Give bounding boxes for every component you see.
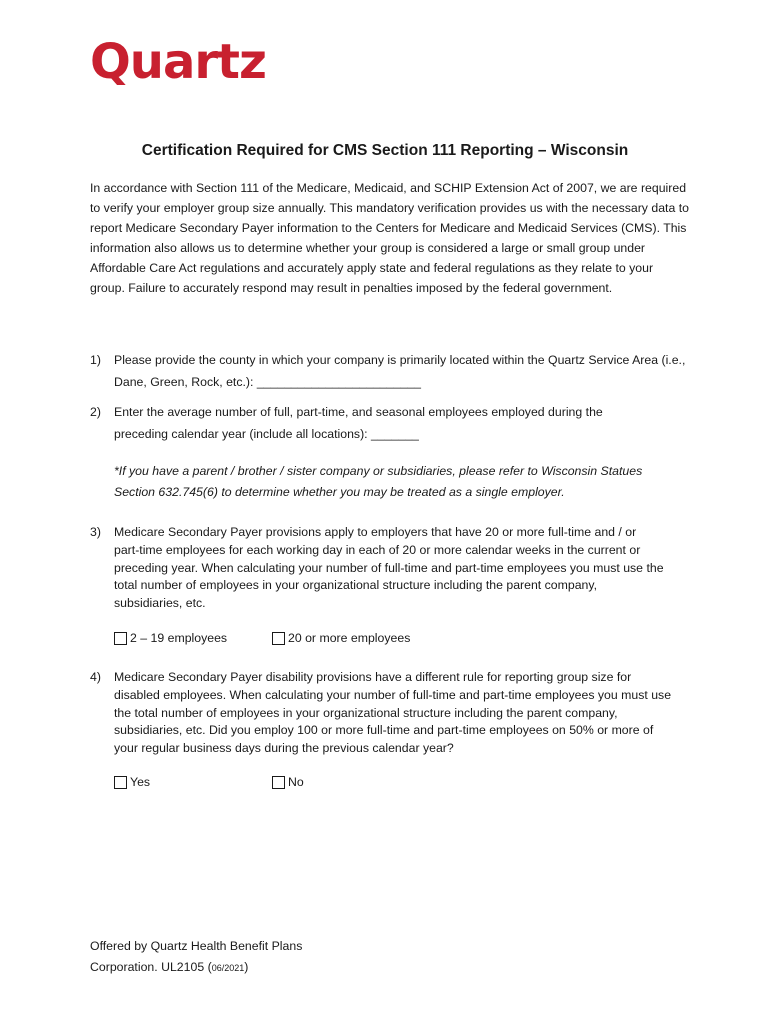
option-label: 2 – 19 employees bbox=[130, 631, 228, 645]
checkbox[interactable] bbox=[272, 776, 285, 789]
footer-line-1: Offered by Quartz Health Benefit Plans bbox=[90, 939, 303, 953]
option-2-19-employees[interactable] bbox=[114, 630, 227, 646]
question-2 bbox=[90, 401, 690, 445]
footer-form-id: Corporation. UL2105 ( bbox=[90, 960, 212, 974]
quartz-logo: Quartz bbox=[90, 34, 266, 90]
footer-date: 06/2021 bbox=[211, 963, 245, 973]
page-title: Certification Required for CMS Section 111 Reporting – Wisconsin bbox=[141, 142, 629, 159]
checkbox[interactable] bbox=[114, 776, 127, 789]
option-label: Yes bbox=[130, 775, 151, 789]
question-number: 4) bbox=[90, 670, 101, 684]
footer-close: ) bbox=[244, 960, 249, 974]
footer bbox=[90, 936, 302, 979]
option-20-or-more-employees[interactable] bbox=[272, 630, 410, 646]
question-number: 2) bbox=[90, 405, 101, 419]
question-text: Medicare Secondary Payer provisions apply to employers that have 20 or more full-time and / or part-time employees for each working day in each of 20 or more calendar weeks in the current or preceding year. When calculating your number of full-time and part-time employees you must use the total number of employees in your organizational structure including the parent company, subsidiaries, etc. bbox=[114, 525, 664, 611]
option-label: 20 or more employees bbox=[288, 631, 411, 645]
question-text: Medicare Secondary Payer disability provisions have a different rule for reporting group size for disabled employees. When calculating your number of full-time and part-time employees you must use the total number of employees in your organizational structure including the parent company, subsidiaries, etc. Did you employ 100 or more full-time and part-time employees on 50% or more of your regular business days during the previous calendar year? bbox=[114, 670, 672, 756]
intro-paragraph: In accordance with Section 111 of the Medicare, Medicaid, and SCHIP Extension Act of 2007, we are required to verify your employer group size annually. This mandatory verification provides us with the necessary data to report Medicare Secondary Payer information to the Centers for Medicare and Medicaid Services (CMS). This information also allows us to determine whether your group is considered a large or small group under Affordable Care Act regulations and accurately apply state and federal regulations as they relate to your group. Failure to accurately respond may result in penalties imposed by the federal government. bbox=[90, 181, 689, 295]
option-yes[interactable] bbox=[114, 774, 150, 790]
checkbox[interactable] bbox=[272, 632, 285, 645]
question-text: Please provide the county in which your company is primarily located within the Quartz Service Area (i.e., Dane, Green, Rock, etc.): ________________________ bbox=[114, 353, 686, 389]
question-1 bbox=[90, 349, 690, 393]
checkbox[interactable] bbox=[114, 632, 127, 645]
single-employer-note: *If you have a parent / brother / sister company or subsidiaries, please refer to Wisconsin Statues Section 632.745(6) to determine whether you may be treated as a single employer. bbox=[114, 464, 643, 499]
option-no[interactable] bbox=[272, 774, 304, 790]
question-4 bbox=[90, 669, 690, 758]
question-3 bbox=[90, 524, 690, 613]
question-number: 1) bbox=[90, 353, 101, 367]
question-number: 3) bbox=[90, 525, 101, 539]
option-label: No bbox=[288, 775, 304, 789]
footer-line-2 bbox=[90, 957, 302, 979]
question-text: Enter the average number of full, part-time, and seasonal employees employed during the preceding calendar year (include all locations): _______ bbox=[114, 405, 603, 441]
